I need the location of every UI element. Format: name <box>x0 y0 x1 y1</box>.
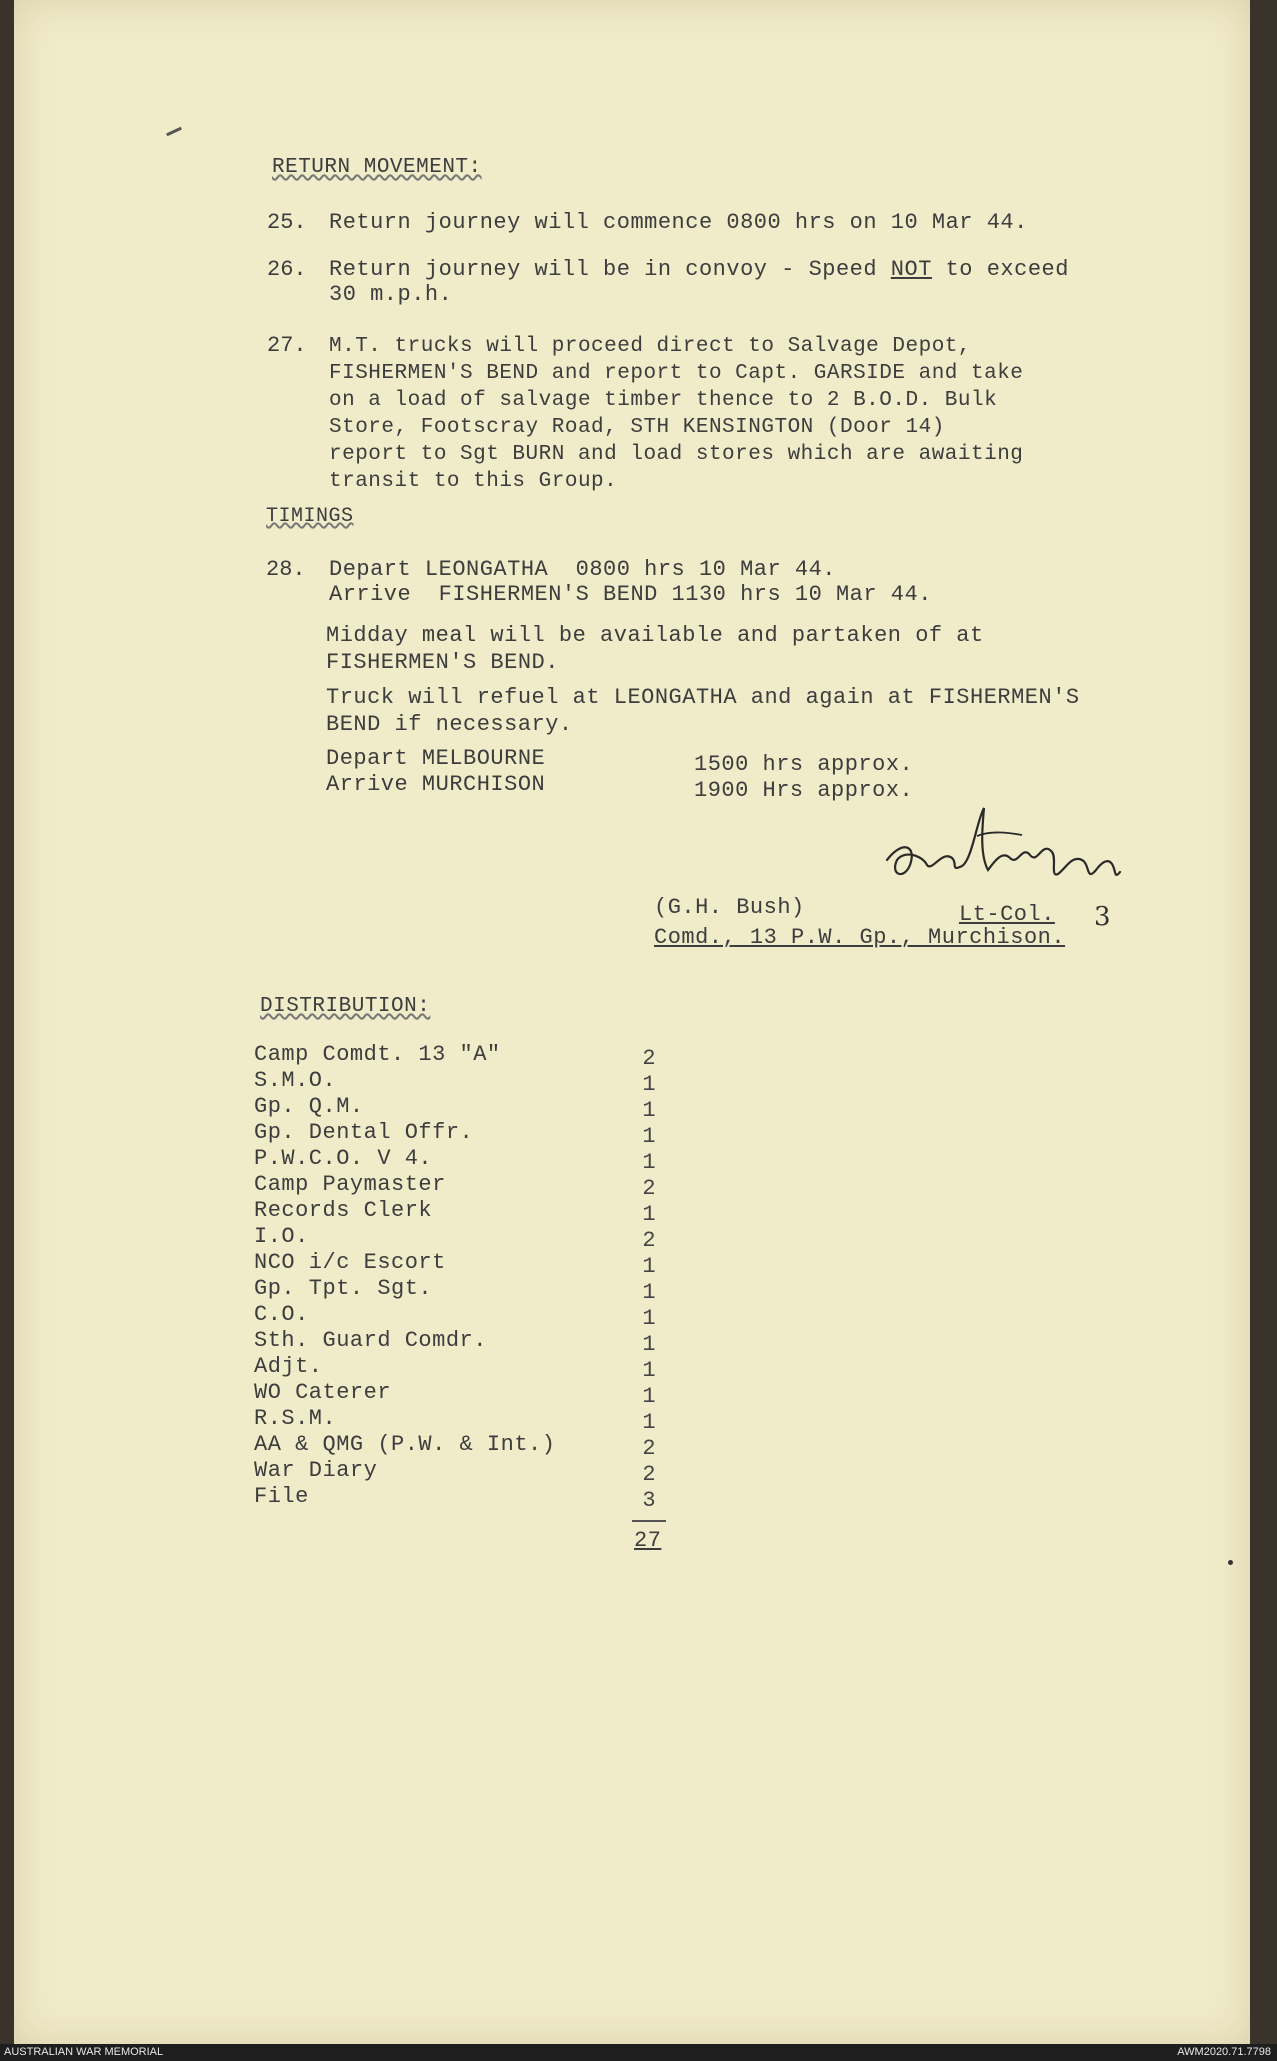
paper-dot <box>1228 1560 1233 1565</box>
distribution-count: 2 <box>642 1046 656 1071</box>
distribution-heading: DISTRIBUTION: <box>260 995 431 1018</box>
arrive-murchison-label: Arrive MURCHISON <box>326 772 546 797</box>
refuel-note: Truck will refuel at LEONGATHA and again at FISHERMEN'S BEND if necessary. <box>326 685 1080 737</box>
distribution-entry: NCO i/c Escort <box>254 1250 446 1275</box>
distribution-count: 2 <box>642 1462 656 1487</box>
distribution-entry: Gp. Q.M. <box>254 1094 364 1119</box>
distribution-total: 27 <box>634 1528 662 1553</box>
return-movement-heading: RETURN MOVEMENT: <box>272 156 482 179</box>
document-page <box>14 0 1250 2044</box>
timings-heading: TIMINGS <box>266 505 354 528</box>
signatory-name: (G.H. Bush) <box>654 895 805 920</box>
depart-melbourne-label: Depart MELBOURNE <box>326 746 546 771</box>
distribution-entry: Camp Paymaster <box>254 1172 446 1197</box>
distribution-count: 1 <box>642 1124 656 1149</box>
midday-meal-note: Midday meal will be available and partaken of at FISHERMEN'S BEND. <box>326 623 984 675</box>
depart-leongatha: Depart LEONGATHA 0800 hrs 10 Mar 44. <box>329 557 836 582</box>
distribution-count: 1 <box>642 1098 656 1123</box>
distribution-count: 3 <box>642 1488 656 1513</box>
distribution-count: 2 <box>642 1436 656 1461</box>
total-rule <box>632 1520 666 1522</box>
item-26-number: 26. <box>267 257 307 282</box>
signatory-rank: Lt-Col. <box>959 902 1055 927</box>
paper-mark <box>166 127 182 136</box>
distribution-entry: Sth. Guard Comdr. <box>254 1328 487 1353</box>
depart-melbourne-time: 1500 hrs approx. <box>694 752 914 777</box>
distribution-entry: I.O. <box>254 1224 309 1249</box>
item-25-number: 25. <box>267 210 307 235</box>
distribution-count: 1 <box>642 1202 656 1227</box>
distribution-entry: R.S.M. <box>254 1406 337 1431</box>
item-27-paragraph: M.T. trucks will proceed direct to Salvage Depot, FISHERMEN'S BEND and report to Capt. GARSIDE and take on a load of salvage timber thence to 2 B.O.D. Bulk Store, Footscray Road, STH KENSINGTON (Door 14) report to Sgt BURN and load stores which are awaiting transit to this Group. <box>329 335 1024 493</box>
item-27-number: 27. <box>267 333 307 358</box>
distribution-entry: P.W.C.O. V 4. <box>254 1146 433 1171</box>
item-28-number: 28. <box>266 557 306 582</box>
distribution-entry: AA & QMG (P.W. & Int.) <box>254 1432 556 1457</box>
arrive-fishermens-bend: Arrive FISHERMEN'S BEND 1130 hrs 10 Mar 44. <box>329 582 932 607</box>
distribution-count: 1 <box>642 1150 656 1175</box>
distribution-count: 2 <box>642 1228 656 1253</box>
distribution-count: 1 <box>642 1072 656 1097</box>
handwritten-annotation: 3 <box>1094 902 1112 932</box>
archive-name: AUSTRALIAN WAR MEMORIAL <box>4 2046 164 2058</box>
item-25-text: Return journey will commence 0800 hrs on 10 Mar 44. <box>329 210 1028 235</box>
caption-bar <box>0 2044 1277 2061</box>
distribution-entry: Camp Comdt. 13 "A" <box>254 1042 501 1067</box>
distribution-entry: C.O. <box>254 1302 309 1327</box>
accession-number: AWM2020.71.7798 <box>1177 2046 1271 2058</box>
distribution-count: 1 <box>642 1254 656 1279</box>
signatory-command: Comd., 13 P.W. Gp., Murchison. <box>654 925 1066 950</box>
distribution-count: 1 <box>642 1280 656 1305</box>
distribution-count: 1 <box>642 1306 656 1331</box>
distribution-entry: Records Clerk <box>254 1198 433 1223</box>
distribution-count: 1 <box>642 1384 656 1409</box>
distribution-count: 2 <box>642 1176 656 1201</box>
distribution-entry: S.M.O. <box>254 1068 337 1093</box>
arrive-murchison-time: 1900 Hrs approx. <box>694 778 914 803</box>
handwritten-signature <box>882 800 1162 910</box>
item-26-text-continued: 30 m.p.h. <box>329 282 453 307</box>
distribution-count: 1 <box>642 1332 656 1357</box>
distribution-entry: File <box>254 1484 309 1509</box>
distribution-entry: Gp. Dental Offr. <box>254 1120 474 1145</box>
distribution-entry: Gp. Tpt. Sgt. <box>254 1276 433 1301</box>
distribution-entry: War Diary <box>254 1458 378 1483</box>
distribution-count: 1 <box>642 1410 656 1435</box>
distribution-count: 1 <box>642 1358 656 1383</box>
distribution-entry: Adjt. <box>254 1354 323 1379</box>
item-26-text: Return journey will be in convoy - Speed NOT to exceed <box>329 257 1069 282</box>
distribution-entry: WO Caterer <box>254 1380 392 1405</box>
